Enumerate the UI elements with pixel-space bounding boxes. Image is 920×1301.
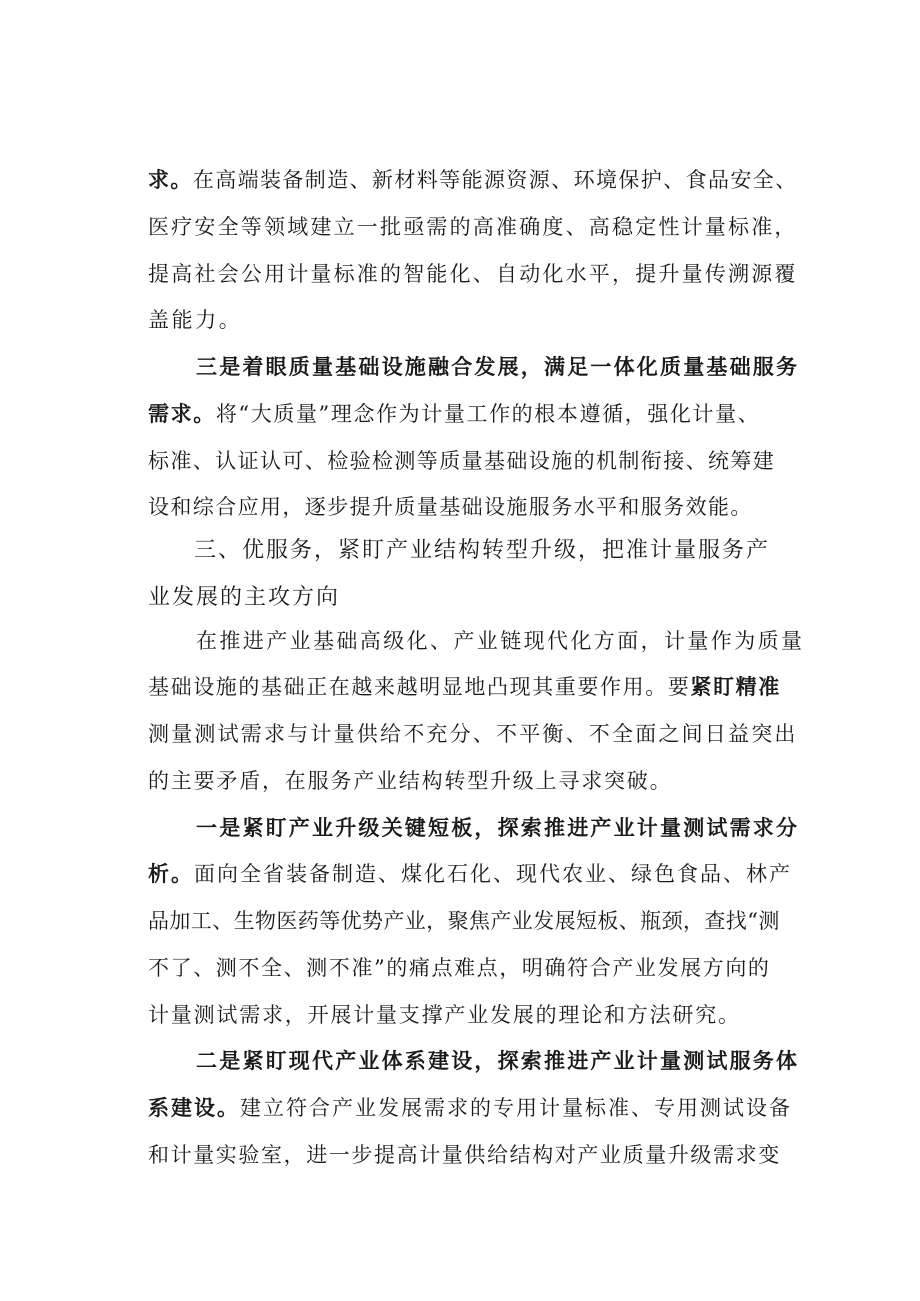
bold-text: 析。 <box>148 861 194 886</box>
text-line <box>148 674 828 700</box>
body-text: 面向全省装备制造、煤化石化、现代农业、绿色食品、林产 <box>194 862 792 886</box>
body-text: 基础设施的基础正在越来越明显地凸现其重要作用。要 <box>148 675 691 699</box>
text-line: 在推进产业基础高级化、产业链现代化方面，计量作为质量 <box>196 629 805 653</box>
text-line: 二是紧盯现代产业体系建设，探索推进产业计量测试服务体 <box>196 1048 800 1073</box>
bold-text: 系建设。 <box>148 1095 240 1120</box>
body-text: 建立符合产业发展需求的专用计量标准、专用测试设备 <box>240 1096 792 1120</box>
bold-text: 紧盯精准 <box>690 674 781 699</box>
bold-text: 需求。 <box>148 401 216 426</box>
heading-line: 业发展的主攻方向 <box>148 585 341 610</box>
text-line <box>148 1095 828 1121</box>
text-line <box>148 861 828 887</box>
text-line: 三是着眼质量基础设施融合发展，满足一体化质量基础服务 <box>196 354 800 379</box>
text-line: 一是紧盯产业升级关键短板，探索推进产业计量测试需求分 <box>196 815 800 840</box>
bold-text: 求。 <box>148 167 193 192</box>
text-line: 医疗安全等领域建立一批亟需的高准确度、高稳定性计量标准， <box>148 215 798 239</box>
text-line: 提高社会公用计量标准的智能化、自动化水平，提升量传溯源覆 <box>148 262 798 286</box>
heading-line: 三、优服务，紧盯产业结构转型升级，把准计量服务产 <box>194 538 771 563</box>
text-line: 的主要矛盾，在服务产业结构转型升级上寻求突破。 <box>148 769 673 793</box>
text-line <box>148 401 828 427</box>
text-line: 盖能力。 <box>148 308 243 332</box>
text-line: 测量测试需求与计量供给不充分、不平衡、不全面之间日益突出 <box>148 722 798 746</box>
text-line: 标准、认证认可、检验检测等质量基础设施的机制衔接、统筹建 <box>148 449 776 473</box>
text-line: 计量测试需求，开展计量支撑产业发展的理论和方法研究。 <box>148 1003 741 1027</box>
body-text: 将“大质量”理念作为计量工作的根本遵循，强化计量、 <box>215 402 761 426</box>
text-line: 品加工、生物医药等优势产业，聚焦产业发展短板、瓶颈，查找“测 <box>148 909 780 933</box>
text-line <box>148 167 828 193</box>
text-line: 和计量实验室，进一步提高计量供给结构对产业质量升级需求变 <box>148 1143 781 1167</box>
body-text: 在高端装备制造、新材料等能源资源、环境保护、食品安全、 <box>192 168 798 192</box>
text-line: 不了、测不全、测不准”的痛点难点，明确符合产业发展方向的 <box>148 956 771 980</box>
text-line: 设和综合应用，逐步提升质量基础设施服务水平和服务效能。 <box>148 495 753 519</box>
